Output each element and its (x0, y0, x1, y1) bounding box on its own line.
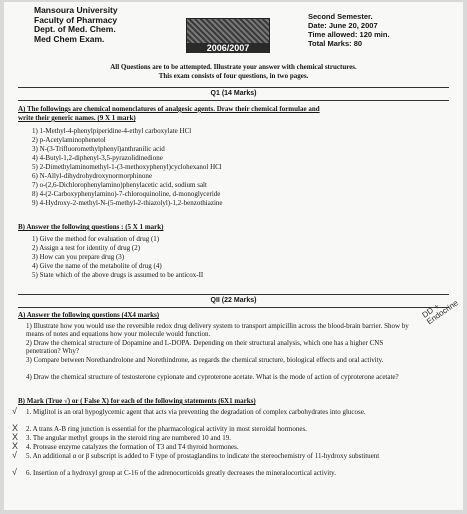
exam-page (4, 2, 463, 510)
instructions-line-1: All Questions are to be attempted. Illustrate your answer with chemical structures. (110, 63, 357, 71)
q2-a-item-2: 2) Draw the chemical structure of Dopamine and L-DOPA. Depending on their structural analysis, which one has a higher CNS penetration? Why? (26, 339, 384, 355)
q2-top-rule (18, 294, 449, 295)
header-left-block (34, 6, 118, 44)
q1-a-item-1: 1) 1-Methyl-4-phenylpiperidine-4-ethyl carboxylate HCl (32, 127, 192, 135)
q1-top-rule (18, 87, 449, 88)
q1-a-item-4: 4) 4-Butyl-1,2-diphenyl-3,5-pyrazolidinedione (32, 154, 163, 162)
q2-b-item-5: 5. An additional α or β subscript is added to F type of prostaglandins to indicate the stereochemistry of 11-hydroxy substituent (26, 452, 380, 460)
q1-part-b-heading: B) Answer the following questions : (5 X 1 mark) (18, 223, 164, 231)
hand-mark-2: X (12, 423, 19, 433)
hand-mark-3: X (12, 432, 19, 442)
hand-mark-4: X (12, 441, 19, 451)
q2-a-item-4: 4) Draw the chemical structure of testosterone cypionate and cyproterone acetate. What is the mode of action of cyproterone acetate? (26, 373, 399, 381)
q1-b-item-5: 5) State which of the above drugs is assumed to be anticox-II (32, 271, 204, 279)
q2-b-item-6: 6. Insertion of a hydroxyl group at C-16 of the adrenocorticoids greatly decreases the mineralocortical activity. (26, 469, 336, 477)
q1-b-item-2: 2) Assign a test for identity of drug (2) (32, 244, 141, 252)
department-name: Dept. of Med. Chem. (34, 24, 116, 34)
q1-title: Q1 (14 Marks) (210, 90, 257, 97)
hand-mark-5: √ (12, 450, 17, 460)
q1-a-item-3: 3) N-(3-Trifluoromethylphenyl)anthranilic acid (32, 145, 165, 153)
q2-b-item-1: 1. Miglitol is an oral hypoglycemic agent that acts via preventing the degradation of complex carbohydrates into glucose. (26, 408, 366, 416)
q1-b-item-4: 4) Give the name of the metabolite of drug (4) (32, 262, 162, 270)
q2-part-a-heading: A) Answer the following questions (4X4 marks) (18, 311, 160, 319)
q2-b-item-3: 3. The angular methyl groups in the steroid ring are numbered 10 and 19. (26, 434, 231, 442)
q1-a-item-9: 9) 4-Hydroxy-2-methyl-N-(5-methyl-2-thiazolyl)-1,2-benzothiazine (32, 199, 223, 207)
exam-date: Date: June 20, 2007 (308, 21, 378, 30)
handwritten-margin-note: DD + Endocrine (420, 298, 460, 327)
q1-b-item-1: 1) Give the method for evaluation of drug (1) (32, 235, 160, 243)
q1-a-item-8: 8) 4-(2-Carboxyphenylamino)-7-chloroquinoline, d-monoglyceride (32, 190, 221, 198)
q2-title: QII (22 Marks) (210, 297, 257, 304)
q1-a-item-2: 2) p-Acetylaminophenetol (32, 136, 106, 144)
instructions-line-2: This exam consists of four questions, in two pages. (158, 72, 309, 80)
q2-part-b-heading: B) Mark (True √) or ( False X) for each of the following statements (6X1 marks) (18, 397, 256, 405)
q1-bottom-rule (18, 100, 449, 101)
q2-a-item-1: 1) Illustrate how you would use the reversible redox drug delivery system to transport ampicillin across the blood-brain barrier. Show by means of notes and equations how your molecule would function. (26, 322, 409, 338)
q1-a-item-7: 7) o-(2,6-Dichlorophenylamino)phenylacetic acid, sodium salt (32, 181, 207, 189)
logo-year: 2006/2007 (187, 43, 269, 53)
hand-mark-6: √ (12, 467, 17, 477)
hand-mark-1: √ (12, 406, 17, 416)
university-name: Mansoura University (34, 5, 118, 15)
q1-b-item-3: 3) How can you prepare drug (3) (32, 253, 125, 261)
q2-b-item-2: 2. A trans A-B ring junction is essential for the pharmacological activity in most steroidal hormones. (26, 425, 307, 433)
q1-a-item-6: 6) N-Allyl-dihydrohydroxynormorphinone (32, 172, 152, 180)
time-allowed: Time allowed: 120 min. (308, 30, 390, 39)
total-marks: Total Marks: 80 (308, 39, 363, 48)
semester-label: Second Semester. (308, 12, 373, 21)
header-right-block (308, 12, 390, 48)
q2-a-item-3: 3) Compare between Norethandrolone and Norethindrone, as regards the chemical structure, biological effects and oral activity. (26, 356, 384, 364)
q2-b-item-4: 4. Protease enzyme catalyzes the formation of T3 and T4 thyroid hormones. (26, 443, 239, 451)
faculty-name: Faculty of Pharmacy (34, 14, 118, 25)
q1-a-item-5: 5) 2-Dimethylaminomethyl-1-(3-methoxyphenyl)cyclohexanol HCl (32, 163, 222, 171)
exam-logo (186, 18, 270, 53)
q1-part-a-heading-2: write their generic names. (9 X 1 mark) (18, 114, 136, 122)
q2-bottom-rule (18, 307, 449, 308)
q1-part-a-heading-1: A) The followings are chemical nomenclatures of analgesic agents. Draw their chemical formulae and (18, 105, 320, 113)
exam-name: Med Chem Exam. (34, 33, 105, 44)
